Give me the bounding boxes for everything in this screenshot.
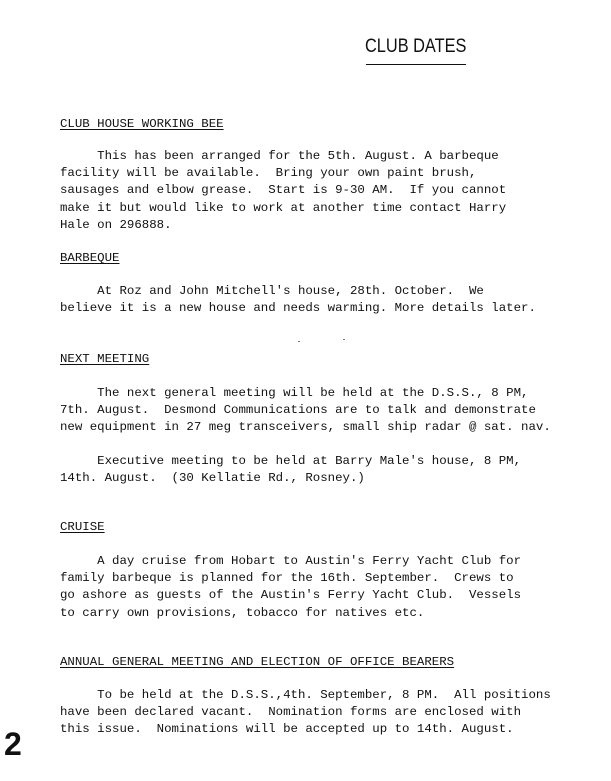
para-executive-meeting: Executive meeting to be held at Barry Male's house, 8 PM, 14th. August. (30 Kellatie Rd., Rosney.) bbox=[60, 454, 522, 486]
para-cruise: A day cruise from Hobart to Austin's Ferry Yacht Club for family barbeque is planned for the 16th. September. Crews to go ashore as guests of the Austin's Ferry Yacht Club. Vessels to carry own provisions, tobacco for natives etc. bbox=[60, 554, 522, 620]
para-next-meeting: The next general meeting will be held at the D.S.S., 8 PM, 7th. August. Desmond Communications are to talk and demonstrate new equipment in 27 meg transceivers, small ship radar @ sat. nav. bbox=[60, 386, 551, 435]
scan-speck bbox=[343, 339, 345, 340]
heading-agm: ANNUAL GENERAL MEETING AND ELECTION OF OFFICE BEARERS bbox=[60, 655, 455, 669]
para-barbeque: At Roz and John Mitchell's house, 28th. October. We believe it is a new house and needs warming. More details later. bbox=[60, 284, 536, 316]
heading-next-meeting: NEXT MEETING bbox=[60, 352, 150, 366]
heading-working-bee: CLUB HOUSE WORKING BEE bbox=[60, 117, 224, 131]
page-title: CLUB DATES bbox=[365, 36, 467, 57]
para-agm: To be held at the D.S.S.,4th. September, 8 PM. All positions have been declared vacant. Nomination forms are enclosed with this issue. Nominations will be accepted up to 14th. August. bbox=[60, 688, 551, 737]
para-working-bee: This has been arranged for the 5th. August. A barbeque facility will be available. Bring your own paint brush, sausages and elbow grease. Start is 9-30 AM. If you cannot make it but would like to work at another time contact Harry Hale on 296888. bbox=[60, 149, 507, 232]
heading-barbeque: BARBEQUE bbox=[60, 251, 120, 265]
heading-cruise: CRUISE bbox=[60, 520, 105, 534]
title-underline bbox=[366, 64, 466, 65]
page-number: 2 bbox=[4, 726, 22, 762]
scan-speck bbox=[298, 341, 300, 342]
